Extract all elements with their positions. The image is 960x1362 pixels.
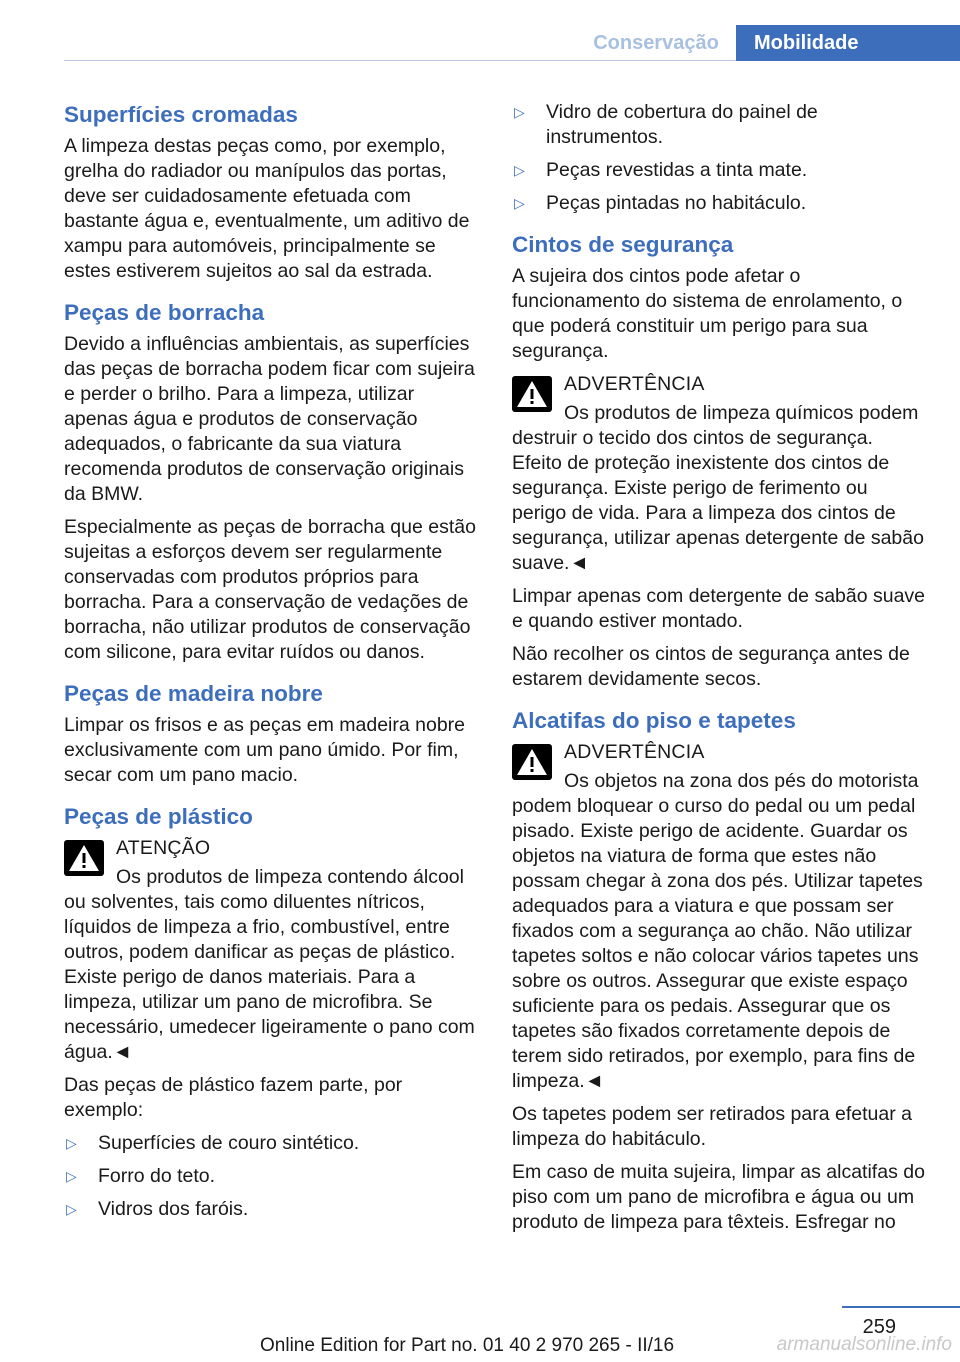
section-chrome [64,100,478,284]
warning-triangle-icon [64,840,104,876]
warning-title: ADVERTÊNCIA [564,741,705,763]
tab-mobilidade[interactable]: Mobilidade [736,25,960,61]
paragraph: Devido a influências ambientais, as superfícies das peças de borracha podem ficar com sujeira e perder o brilho. Para a limpeza, utilizar apenas água e produtos de conservação adequados, o fabricante da sua viatura recomenda produtos de conservação originais da BMW. [64,333,475,505]
plastic-list-continued [512,100,926,216]
heading-chrome: Superfícies cromadas [64,102,298,127]
list-item-text: Vidro de cobertura do painel de instrumentos. [546,101,818,148]
watermark: armanualsonline.info [776,1334,952,1355]
page-number-rule [842,1306,960,1308]
section-seatbelts [512,230,926,692]
list-item [512,158,926,183]
list-item [64,1164,478,1189]
warning-triangle-icon [512,376,552,412]
paragraph: Limpar os frisos e as peças em madeira nobre exclusivamente com um pano úmido. Por fim, secar com um pano macio. [64,714,466,786]
warning-box [512,740,926,1094]
paragraph: Em caso de muita sujeira, limpar as alcatifas do piso com um pano de microfibra e água ou um produto de limpeza para têxteis. Esfregar no [512,1161,925,1233]
caution-box [64,836,478,1065]
page-number: 259 [862,1316,896,1338]
list-item [64,1197,478,1222]
triangle-bullet-icon: ▷ [66,1168,77,1184]
plastic-list [64,1131,478,1222]
paragraph: Os tapetes podem ser retirados para efetuar a limpeza do habitáculo. [512,1103,912,1150]
list-item-text: Forro do teto. [98,1165,216,1187]
list-item-text: Vidros dos faróis. [98,1198,249,1220]
heading-rubber: Peças de borracha [64,300,265,325]
edition-text: Online Edition for Part no. 01 40 2 970 265 - II/16 [260,1335,675,1356]
list-item [512,191,926,216]
warning-text: Os objetos na zona dos pés do motorista podem bloquear o curso do pedal ou um pedal pisado. Existe perigo de acidente. Guardar os objetos na viatura de forma que estes não possam chegar à zona dos pés. Utilizar tapetes adequados para a viatura e que possam ser fixados com a segurança ao chão. Não utilizar tapetes soltos e não colocar vários tapetes uns sobre os outros. Assegurar que existe espaço suficiente para os pedais. Assegurar que os tapetes são fixados corretamente depois de terem sido retirados, por exemplo, para fins de limpeza.◄ [512,770,923,1092]
list-item [64,1131,478,1156]
paragraph: Das peças de plástico fazem parte, por exemplo: [64,1074,403,1121]
heading-seatbelts: Cintos de segurança [512,232,734,257]
triangle-bullet-icon: ▷ [514,104,525,120]
warning-box [512,372,926,576]
heading-wood: Peças de madeira nobre [64,681,323,706]
section-plastic [64,802,478,1222]
tab-conservacao[interactable]: Conservação [593,32,719,54]
list-item-text: Superfícies de couro sintético. [98,1132,360,1154]
triangle-bullet-icon: ▷ [514,162,525,178]
left-column [64,100,478,1236]
paragraph: Limpar apenas com detergente de sabão suave e quando estiver montado. [512,585,926,632]
right-column [512,100,926,1249]
list-item [512,100,926,150]
warning-triangle-icon [512,744,552,780]
section-wood [64,679,478,788]
heading-carpets: Alcatifas do piso e tapetes [512,708,796,733]
triangle-bullet-icon: ▷ [514,195,525,211]
section-rubber [64,298,478,665]
paragraph: A sujeira dos cintos pode afetar o funcionamento do sistema de enrolamento, o que poderá constituir um perigo para sua segurança. [512,265,903,362]
triangle-bullet-icon: ▷ [66,1201,77,1217]
list-item-text: Peças pintadas no habitáculo. [546,192,807,214]
triangle-bullet-icon: ▷ [66,1135,77,1151]
caution-title: ATENÇÃO [116,837,211,859]
page-header [64,25,960,61]
paragraph: Especialmente as peças de borracha que estão sujeitas a esforços devem ser regularmente conservadas com produtos próprios para borracha. Para a conservação de vedações de borracha, não utilizar produtos de conservação com silicone, para evitar ruídos ou danos. [64,516,476,663]
heading-plastic: Peças de plástico [64,804,253,829]
warning-title: ADVERTÊNCIA [564,373,705,395]
section-carpets [512,706,926,1235]
caution-text: Os produtos de limpeza contendo álcool ou solventes, tais como diluentes nítricos, líquidos de limpeza a frio, combustível, entre outros, podem danificar as peças de plástico. Existe perigo de danos materiais. Para a limpeza, utilizar um pano de microfibra. Se necessário, umedecer ligeiramente o pano com água.◄ [64,866,475,1063]
paragraph: A limpeza destas peças como, por exemplo, grelha do radiador ou manípulos das portas, deve ser cuidadosamente efetuada com bastante água e, eventualmente, um aditivo de xampu para automóveis, principalmente se estes estiverem sujeitos ao sal da estrada. [64,135,470,282]
list-item-text: Peças revestidas a tinta mate. [546,159,808,181]
warning-text: Os produtos de limpeza químicos podem destruir o tecido dos cintos de segurança. Efeito de proteção inexistente dos cintos de segurança. Existe perigo de ferimento ou perigo de vida. Para a limpeza dos cintos de segurança, utilizar apenas detergente de sabão suave.◄ [512,402,924,574]
paragraph: Não recolher os cintos de segurança antes de estarem devidamente secos. [512,643,910,690]
header-divider [64,60,736,61]
